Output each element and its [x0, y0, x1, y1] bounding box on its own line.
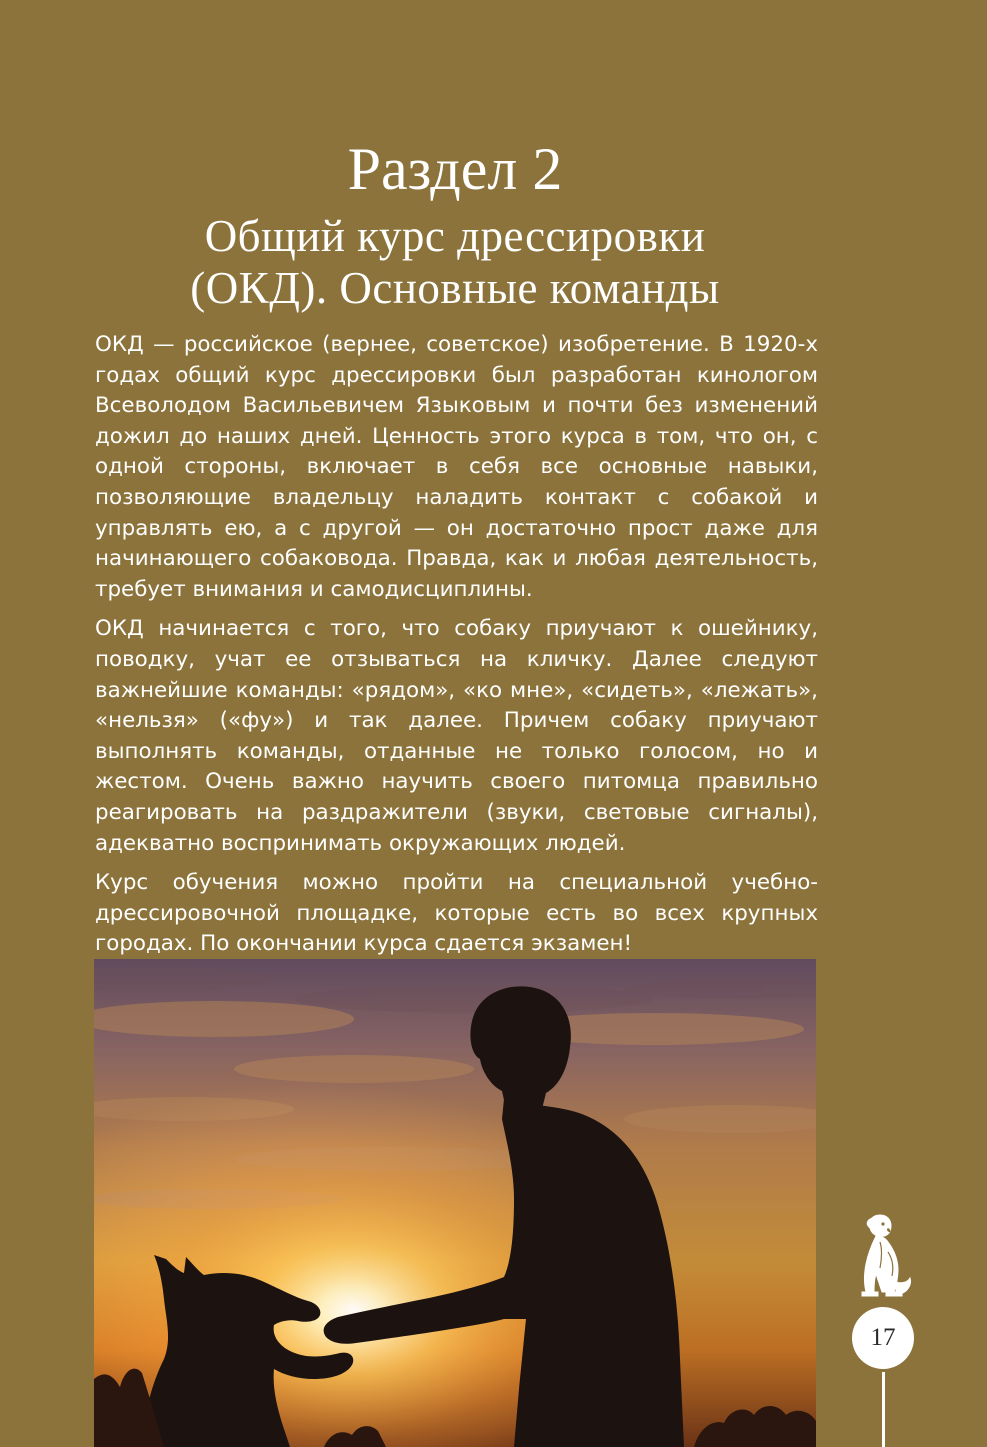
sunset-silhouette-photo: [94, 959, 816, 1447]
page-number: 17: [852, 1307, 914, 1369]
chapter-subtitle-line-1: Общий курс дрессировки: [204, 211, 706, 261]
paragraph-1: ОКД — российское (вернее, советское) изобретение. В 1920-х годах общий курс дрессировки был разработан кинологом Всеволодом Васильевичем Языковым и почти без изменений дожил до наших дней. Ценность этого курса в том, что он, с одной стороны, включает в себя все основные навыки, позволяющие владельцу наладить контакт с собакой и управлять ею, а с другой — он достаточно прост даже для начинающего собаковода. Правда, как и любая деятельность, требует внимания и самодисциплины.: [95, 332, 818, 602]
chapter-subtitle-line-2: (ОКД). Основные команды: [190, 263, 720, 313]
section-heading: Раздел 2: [347, 136, 563, 202]
side-divider-line: [882, 1372, 885, 1447]
paragraph-2: ОКД начинается с того, что собаку приучают к ошейнику, поводку, учат ее отзываться на кличку. Далее следуют важнейшие команды: «рядом», «ко мне», «сидеть», «лежать», «нельзя» («фу») и так далее. Причем собаку приучают выполнять команды, отданные не только голосом, но и жестом. Очень важно научить своего питомца правильно реагировать на раздражители (звуки, световые сигналы), адекватно воспринимать окружающих людей.: [95, 616, 818, 856]
paragraph-3: Курс обучения можно пройти на специальной учебно-дрессировочной площадке, которые есть во всех крупных городах. По окончании курса сдается экзамен!: [95, 870, 818, 957]
sitting-dog-icon: [852, 1212, 914, 1298]
body-text: [95, 330, 818, 969]
chapter-title: [60, 128, 850, 314]
